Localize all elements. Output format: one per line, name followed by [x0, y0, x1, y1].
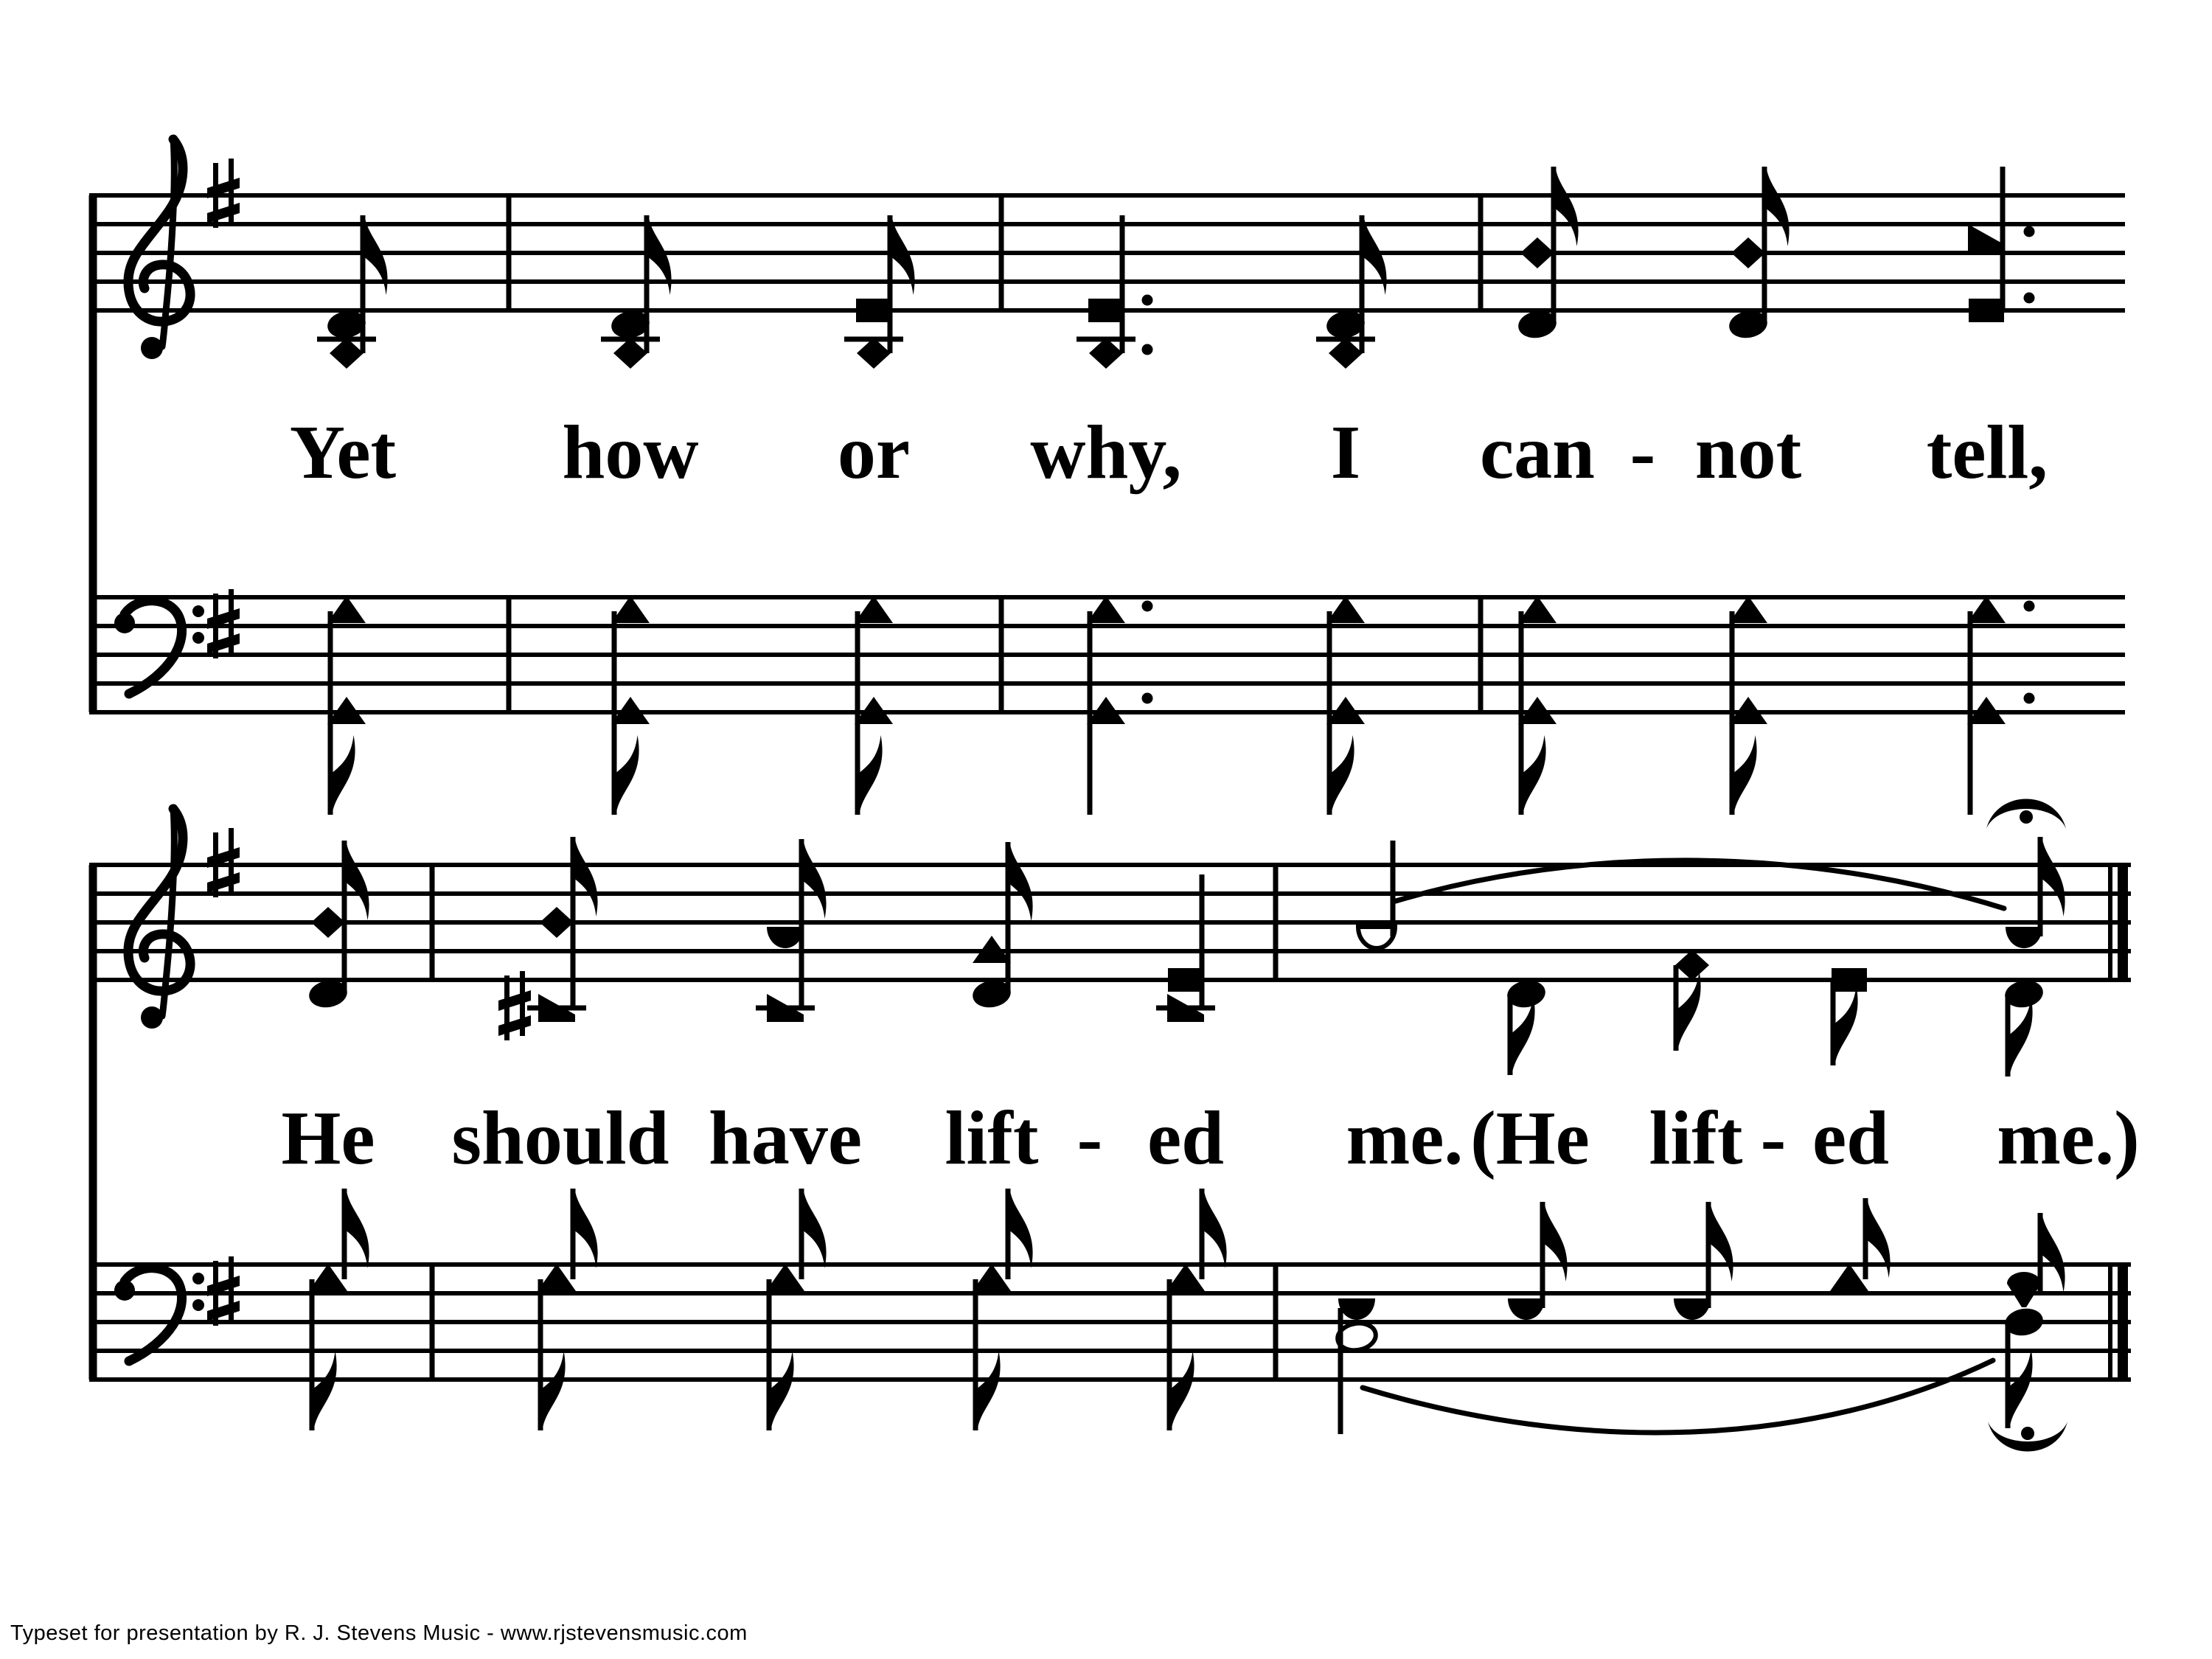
- lyric-syllable: -: [1760, 1096, 1787, 1180]
- staff-line: [89, 193, 2125, 198]
- barline: [999, 597, 1004, 712]
- augmentation-dot: [1142, 601, 1153, 612]
- stem: [2038, 837, 2043, 936]
- stem: [1706, 1202, 1711, 1308]
- lyric-syllable: He: [281, 1096, 375, 1180]
- stem: [644, 215, 650, 353]
- stem: [1200, 874, 1205, 1008]
- notehead: [1832, 968, 1867, 992]
- augmentation-dot: [2024, 226, 2035, 237]
- lyric-syllable: have: [709, 1096, 862, 1180]
- stem: [1519, 611, 1524, 815]
- lyric-syllable: ed: [1812, 1096, 1889, 1180]
- stem: [1006, 842, 1011, 994]
- barline: [999, 195, 1004, 310]
- staff-line: [89, 1377, 2131, 1382]
- stem: [310, 1279, 315, 1430]
- final-barline-thick: [2118, 1265, 2128, 1380]
- lyric-syllable: lift: [1649, 1096, 1743, 1180]
- notehead-square: [1969, 299, 2004, 322]
- final-barline-thin: [2108, 865, 2112, 980]
- staff-line: [89, 863, 2131, 867]
- stem: [2006, 1322, 2011, 1428]
- bass-clef-dot: [192, 1299, 204, 1311]
- lyric-syllable: -: [1077, 1096, 1103, 1180]
- staff-line: [89, 1320, 2131, 1324]
- barline: [430, 1265, 435, 1380]
- lyric-syllable: can: [1480, 410, 1595, 495]
- stem: [328, 611, 333, 815]
- stem: [1338, 1308, 1343, 1434]
- notehead: [1168, 968, 1203, 992]
- stem: [1360, 215, 1365, 353]
- stem: [571, 837, 576, 1008]
- staff-line: [89, 681, 2125, 686]
- system-barline: [89, 865, 97, 1380]
- stem: [767, 1279, 772, 1430]
- lyric-syllable: lift: [945, 1096, 1039, 1180]
- treble-clef-ball: [141, 1006, 163, 1029]
- notehead-square: [856, 299, 891, 322]
- lyric-syllable: should: [451, 1096, 669, 1180]
- final-barline-thin: [2108, 1265, 2112, 1380]
- treble-clef-ball: [141, 337, 163, 359]
- lyric-syllable: ed: [1147, 1096, 1224, 1180]
- lyric-syllable: how: [562, 410, 699, 495]
- staff-line: [89, 222, 2125, 226]
- stem: [1508, 994, 1513, 1075]
- stem: [1968, 611, 1973, 815]
- bass-clef-dot: [192, 632, 204, 644]
- staff-line: [89, 949, 2131, 953]
- barline: [507, 597, 512, 712]
- stem: [1391, 841, 1396, 936]
- lyric-syllable: Yet: [289, 410, 397, 495]
- stem: [973, 1279, 978, 1430]
- lyric-syllable: I: [1330, 410, 1361, 495]
- stem: [2000, 167, 2006, 310]
- barline: [507, 195, 512, 310]
- notehead: [856, 299, 891, 322]
- augmentation-dot: [1142, 344, 1153, 355]
- stem: [612, 611, 617, 815]
- barline: [1478, 597, 1484, 712]
- stem: [1088, 611, 1093, 815]
- staff-line: [89, 978, 2131, 982]
- augmentation-dot: [2024, 601, 2035, 612]
- augmentation-dot: [1142, 693, 1153, 704]
- staff-line: [89, 251, 2125, 255]
- stem: [1762, 167, 1767, 324]
- stem: [799, 839, 804, 1008]
- stem: [2038, 1213, 2043, 1293]
- augmentation-dot: [1142, 295, 1153, 306]
- stem: [538, 1279, 543, 1430]
- bass-clef-dot: [192, 605, 204, 617]
- stem: [888, 215, 893, 353]
- staff-line: [89, 279, 2125, 284]
- notehead-square: [1832, 968, 1867, 992]
- lyric-syllable: why,: [1030, 410, 1182, 495]
- final-barline-thick: [2118, 865, 2128, 980]
- notehead: [1969, 299, 2004, 322]
- system-barline: [89, 195, 97, 712]
- lyric-syllable: -: [1630, 410, 1656, 495]
- augmentation-dot: [2024, 293, 2035, 304]
- augmentation-dot: [2024, 693, 2035, 704]
- stem: [1167, 1279, 1172, 1430]
- notehead-square: [1168, 968, 1203, 992]
- notehead-halfmoon: [1358, 927, 1395, 948]
- staff-line: [89, 1349, 2131, 1353]
- stem: [1327, 611, 1332, 815]
- notehead: [1358, 927, 1395, 948]
- stem: [1674, 965, 1679, 1051]
- stem: [1863, 1198, 1868, 1279]
- barline: [430, 865, 435, 980]
- stem: [2006, 994, 2011, 1077]
- fermata-dot: [2021, 1427, 2034, 1440]
- stem: [342, 1189, 347, 1279]
- barline: [1478, 195, 1484, 310]
- notehead: [1088, 299, 1124, 322]
- footer-credit: Typeset for presentation by R. J. Stevens Music - www.rjstevensmusic.com: [10, 1621, 748, 1645]
- barline: [1273, 1265, 1279, 1380]
- notehead-square: [1088, 299, 1124, 322]
- lyric-syllable: tell,: [1926, 410, 2048, 495]
- staff-line: [89, 653, 2125, 657]
- stem: [1120, 215, 1125, 353]
- lyric-syllable: me.: [1346, 1096, 1464, 1180]
- stem: [361, 215, 366, 353]
- stem: [1200, 1189, 1205, 1279]
- staff-line: [89, 920, 2131, 925]
- lyric-syllable: (He: [1470, 1096, 1590, 1180]
- stem: [1006, 1189, 1011, 1279]
- stem: [571, 1189, 576, 1279]
- staff-line: [89, 1291, 2131, 1295]
- stem: [1831, 980, 1836, 1065]
- fermata-dot: [2020, 810, 2033, 824]
- lyric-syllable: or: [837, 410, 911, 495]
- staff-line: [89, 624, 2125, 628]
- lyric-syllable: not: [1694, 410, 1802, 495]
- barline: [1273, 865, 1279, 980]
- stem: [799, 1189, 804, 1279]
- stem: [342, 841, 347, 994]
- stem: [1540, 1202, 1545, 1308]
- bass-clef-dot: [192, 1273, 204, 1284]
- stem: [1730, 611, 1735, 815]
- stem: [1551, 167, 1557, 324]
- lyric-syllable: me.): [1997, 1096, 2140, 1180]
- staff-line: [89, 1262, 2131, 1267]
- staff-line: [89, 891, 2131, 896]
- stem: [855, 611, 860, 815]
